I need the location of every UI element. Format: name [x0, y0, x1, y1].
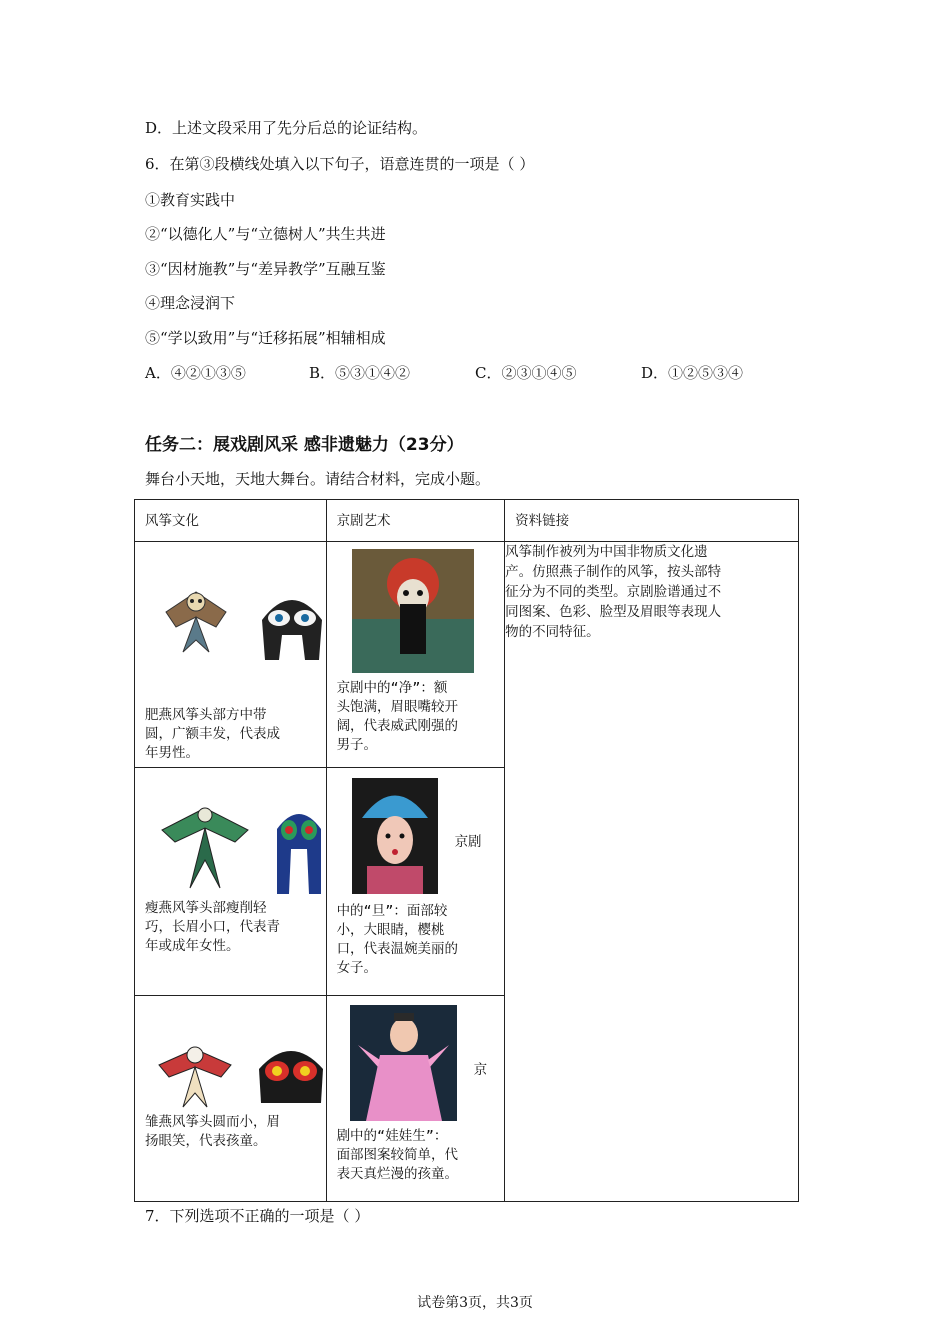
- page-footer: 试卷第3页，共3页: [417, 1295, 533, 1311]
- material-table: [134, 499, 799, 1202]
- kite-cell-3: [135, 996, 327, 1202]
- opera-cell-3: [326, 996, 505, 1202]
- question-6-options: [145, 362, 845, 382]
- link-cell: 风筝制作被列为中国非物质文化遗 产。仿照燕子制作的风筝，按头部特 征分为不同的类型。京剧脸谱通过不 同图案、色彩、脸型及眉眼等表现人 物的不同特征。: [505, 542, 799, 1202]
- kite-text-2: 瘦燕风筝头部瘦削轻 巧，长眉小口，代表青 年或成年女性。: [145, 900, 280, 954]
- option-b: B．⑤③①④②: [309, 364, 411, 382]
- question-6: 6．在第③段横线处填入以下句子，语意连贯的一项是（ ）: [145, 155, 535, 173]
- section-title: 任务二：展戏剧风采 感非遗魅力（23分）: [145, 435, 464, 455]
- header-kite: 风筝文化: [135, 500, 327, 542]
- dan-role-image: [352, 778, 438, 894]
- header-link: 资料链接: [505, 500, 799, 542]
- sentence-4: ④理念浸润下: [145, 294, 236, 312]
- thin-swallow-kite-image: [160, 800, 250, 890]
- opera-text-2: 中的“旦”：面部较 小，大眼睛，樱桃 口，代表温婉美丽的 女子。: [336, 903, 459, 976]
- opera-side-3: 京: [473, 1062, 488, 1078]
- jing-role-image: [352, 549, 474, 673]
- kite-cell-1: [135, 542, 327, 768]
- young-swallow-kite-image: [157, 1041, 233, 1109]
- option-c: C．②③①④⑤: [475, 364, 577, 382]
- fat-swallow-kite-image: [161, 582, 231, 657]
- sentence-5: ⑤“学以致用”与“迁移拓展”相辅相成: [145, 329, 386, 347]
- opera-text-3: 剧中的“娃娃生”： 面部图案较简单，代 表天真烂漫的孩童。: [336, 1128, 459, 1182]
- fat-swallow-face-image: [257, 590, 327, 662]
- section-intro: 舞台小天地，天地大舞台。请结合材料，完成小题。: [145, 470, 491, 488]
- opera-cell-2: [326, 768, 505, 996]
- kite-text-3: 雏燕风筝头圆而小，眉 扬眼笑，代表孩童。: [145, 1114, 280, 1149]
- sentence-2: ②“以德化人”与“立德树人”共生共进: [145, 225, 386, 243]
- opera-text-1: 京剧中的“净”：额 头饱满，眉眼嘴较开 阔，代表威武刚强的 男子。: [336, 680, 459, 753]
- header-opera: 京剧艺术: [326, 500, 505, 542]
- question-7: 7．下列选项不正确的一项是（ ）: [145, 1207, 370, 1225]
- kite-cell-2: [135, 768, 327, 996]
- option-d: D．①②⑤③④: [641, 364, 744, 382]
- option-d-line: D．上述文段采用了先分后总的论证结构。: [145, 119, 428, 137]
- opera-side-2: 京剧: [454, 834, 482, 850]
- kite-text-1: 肥燕风筝头部方中带 圆，广额丰发，代表成 年男性。: [145, 707, 280, 761]
- thin-swallow-face-image: [273, 804, 325, 894]
- wawasheng-role-image: [350, 1005, 457, 1121]
- young-swallow-face-image: [255, 1041, 327, 1103]
- opera-cell-1: [326, 542, 505, 768]
- option-a: A．④②①③⑤: [145, 364, 246, 382]
- sentence-1: ①教育实践中: [145, 191, 236, 209]
- sentence-3: ③“因材施教”与“差异教学”互融互鉴: [145, 260, 386, 278]
